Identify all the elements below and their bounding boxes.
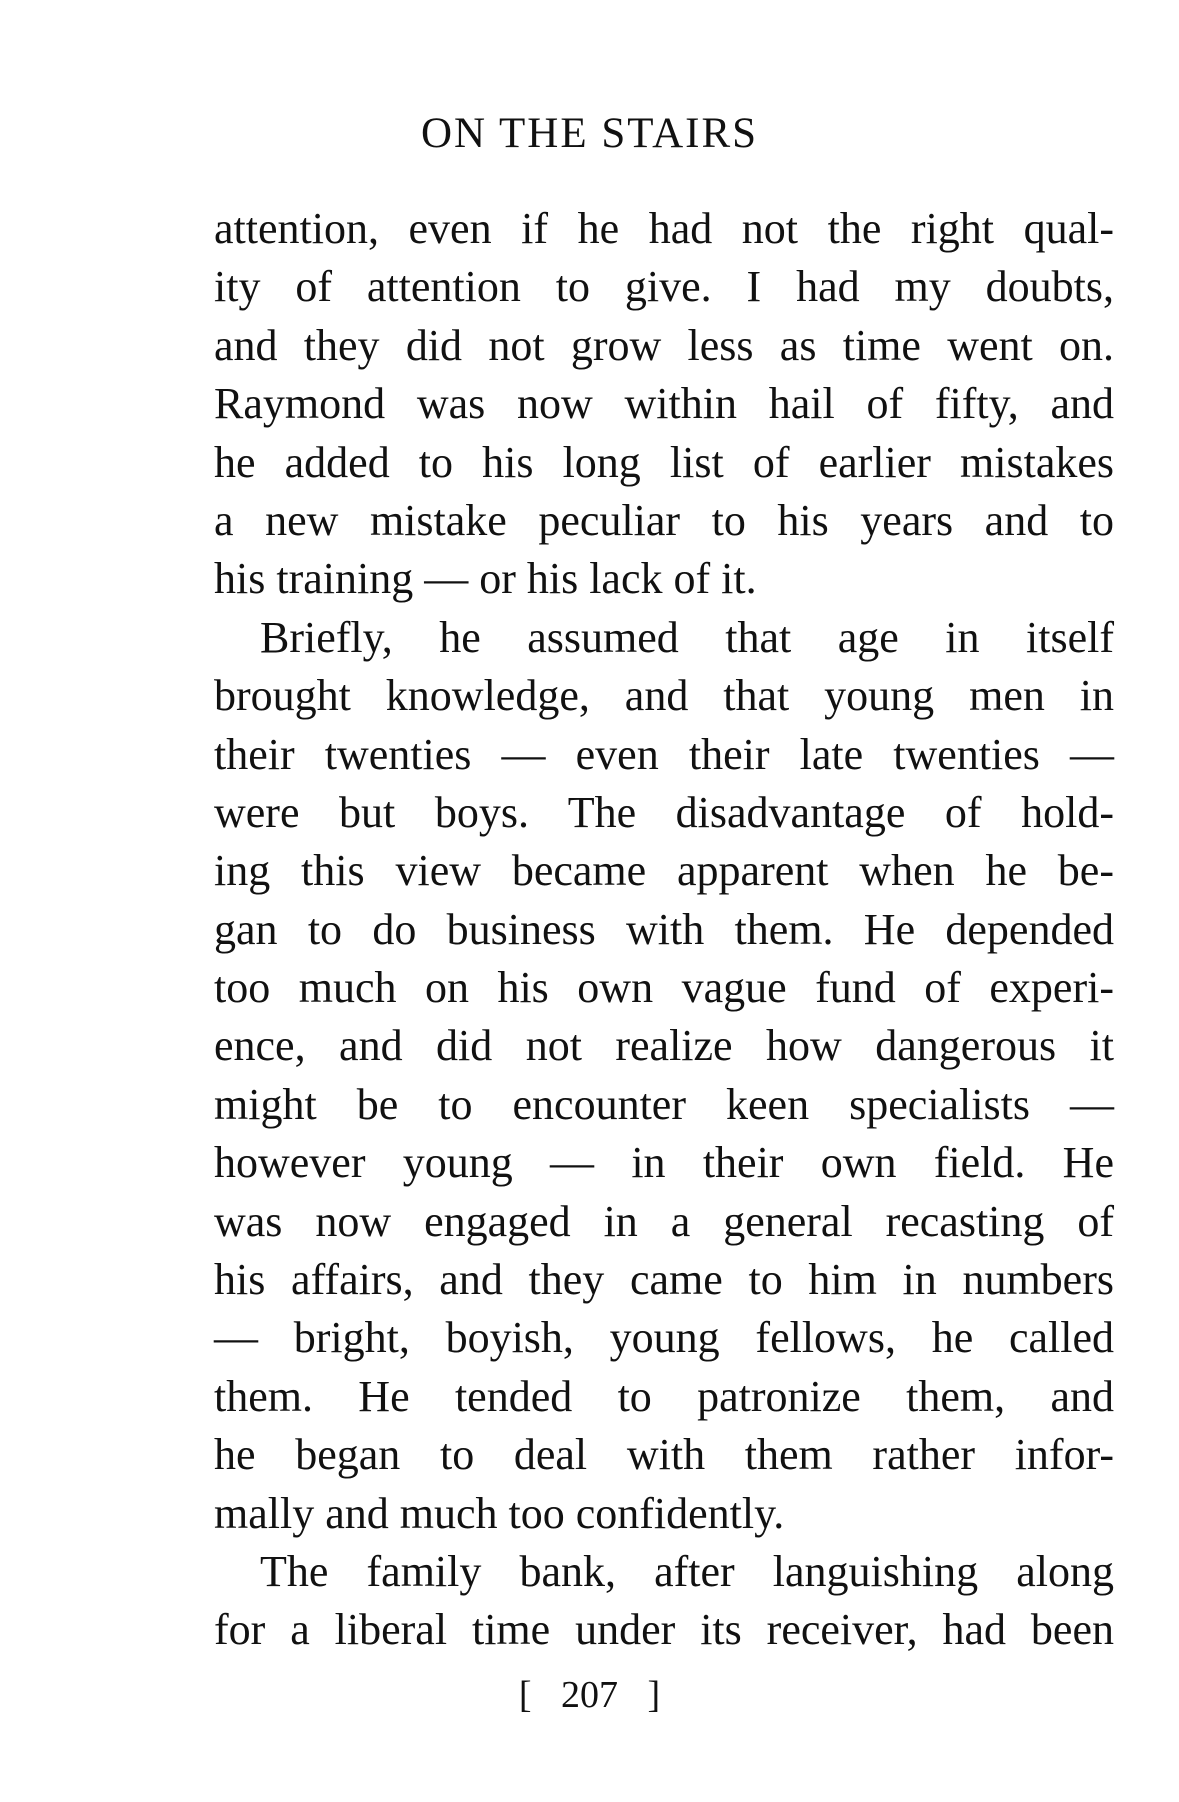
text-line: and they did not grow less as time went on.	[214, 320, 1114, 370]
paragraph	[214, 200, 1114, 609]
text-line: their twenties — even their late twenties —	[214, 729, 1114, 779]
text-line: brought knowledge, and that young men in	[214, 671, 1114, 721]
text-line: The family bank, after languishing along	[260, 1546, 1114, 1596]
text-line: a new mistake peculiar to his years and to	[214, 495, 1114, 545]
text-line: he began to deal with them rather infor-	[214, 1430, 1114, 1480]
close-bracket: ]	[647, 1674, 661, 1716]
text-line: too much on his own vague fund of experi-	[214, 963, 1114, 1013]
page-number: 207	[561, 1674, 618, 1716]
text-line: them. He tended to patronize them, and	[214, 1371, 1114, 1421]
page-number-footer	[0, 1676, 1179, 1714]
text-line: — bright, boyish, young fellows, he called	[214, 1313, 1114, 1363]
text-line: attention, even if he had not the right qual-	[214, 204, 1114, 253]
text-line: he added to his long list of earlier mistakes	[214, 437, 1114, 487]
text-line: were but boys. The disadvantage of hold-	[214, 787, 1114, 837]
text-line: Raymond was now within hail of fifty, and	[214, 379, 1114, 429]
text-line: ity of attention to give. I had my doubts,	[214, 262, 1114, 312]
text-line: might be to encounter keen specialists —	[214, 1079, 1114, 1129]
text-line: his affairs, and they came to him in numbers	[214, 1255, 1114, 1305]
paragraph	[214, 609, 1114, 1543]
running-head: ON THE STAIRS	[420, 110, 759, 157]
text-line: was now engaged in a general recasting of	[214, 1196, 1114, 1246]
text-line: gan to do business with them. He depended	[214, 904, 1114, 954]
text-line: Briefly, he assumed that age in itself	[260, 612, 1114, 662]
body-text	[214, 200, 1114, 1660]
paragraph	[214, 1543, 1114, 1660]
text-line: mally and much too confidently.	[214, 1488, 785, 1538]
text-line: however young — in their own field. He	[214, 1138, 1114, 1188]
text-line: ing this view became apparent when he be-	[214, 846, 1114, 896]
text-line: his training — or his lack of it.	[214, 554, 757, 604]
text-line: for a liberal time under its receiver, had been	[214, 1605, 1114, 1655]
text-line: ence, and did not realize how dangerous it	[214, 1021, 1114, 1071]
open-bracket: [	[518, 1674, 532, 1716]
